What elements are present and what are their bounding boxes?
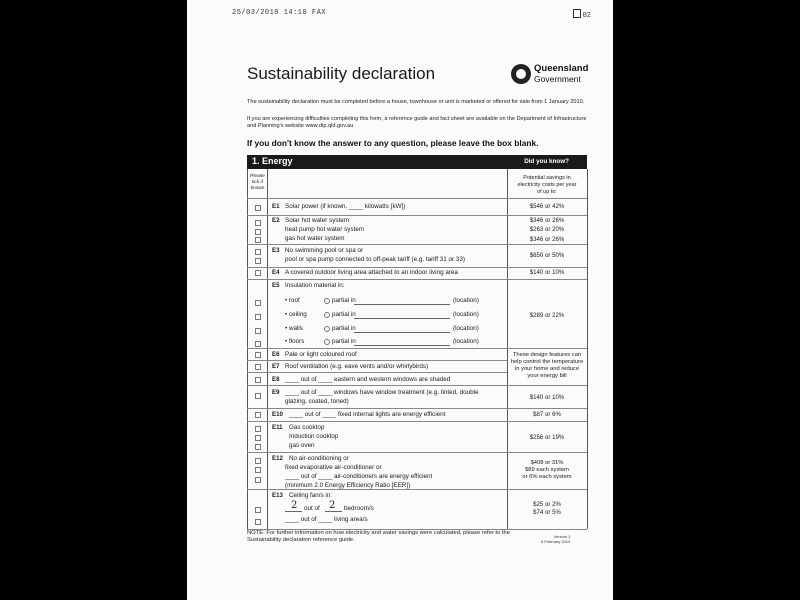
e5-floors-label: • floors [285,338,305,345]
e13-living-label: ____ out of ____ living area/s [285,516,368,523]
e12-line-3: ____ out of ____ air-conditioners are energy efficient [285,473,433,480]
e3-line-1: No swimming pool or spa or [285,247,364,254]
e5-floors-checkbox[interactable] [255,341,261,347]
e5-floors-partial-radio[interactable] [324,339,330,345]
fax-page-number: 02 [573,9,591,20]
e12-evaporative-checkbox[interactable] [255,467,261,473]
e2-saving-1: $346 or 26% [529,217,565,224]
e12-savings: $408 or 31% $89 each system or 6% each system [522,460,572,480]
e5-roof-partial-label: partial in [332,297,356,304]
e5-ceiling-location-label: (location) [453,311,479,318]
e5-walls-checkbox[interactable] [255,328,261,334]
e12-line-2: fixed evaporative air-conditioner or [285,464,382,471]
e1-code: E1 [272,203,280,210]
e5-floors-location-field[interactable] [354,345,450,346]
e3-saving: $650 or 50% [529,252,565,259]
e5-ceiling-partial-label: partial in [332,311,356,318]
instruction-notice: If you don't know the answer to any question, please leave the box blank. [247,138,539,148]
e3-no-pool-checkbox[interactable] [255,249,261,255]
e13-saving-2: $74 or 5% [533,509,561,516]
e4-saving: $140 or 10% [529,269,565,276]
section-header [247,155,587,169]
e5-walls-partial-label: partial in [332,325,356,332]
e11-line-2: Induction cooktop [289,433,339,440]
e2-line-3: gas hot water system [285,235,345,242]
e11-gas-cooktop-checkbox[interactable] [255,426,261,432]
crest-icon [511,64,531,84]
e1-saving: $546 or 42% [529,203,565,210]
e3-code: E3 [272,247,280,254]
e9-checkbox[interactable] [255,393,261,399]
e2-saving-3: $346 or 26% [529,236,565,243]
e5-saving: $289 or 22% [529,312,565,319]
e13-bedroom-out-of: out of [304,505,320,512]
savings-column-header: Potential savings in electricity costs per year of up to: [517,175,577,195]
e12-line-4: (minimum 2.0 Energy Efficiency Ratio [EER]) [285,482,411,489]
page-icon [573,9,581,18]
e10-code: E10 [272,411,283,418]
e12-line-1: No air-conditioning or [289,455,349,462]
e11-gas-oven-checkbox[interactable] [255,444,261,450]
e3-offpeak-checkbox[interactable] [255,258,261,264]
e6-code: E6 [272,351,280,358]
intro-paragraph-1: The sustainability declaration must be completed before a house, townhouse or unit is marketed or offered for sale from 1 January 2010. [247,99,585,105]
e11-line-3: gas oven [289,442,315,449]
e5-floors-location-label: (location) [453,338,479,345]
e4-label: A covered outdoor living area attached to an indoor living area [285,269,458,276]
e5-ceiling-label: • ceiling [285,311,307,318]
e5-floors-partial-label: partial in [332,338,356,345]
e11-line-1: Gas cooktop [289,424,325,431]
page-title: Sustainability declaration [247,64,436,83]
document-page [187,0,613,600]
e5-walls-partial-radio[interactable] [324,326,330,332]
e5-roof-location-label: (location) [453,297,479,304]
tick-column-header: Please tick if known [250,174,265,191]
e5-code: E5 [272,282,280,289]
e12-no-ac-checkbox[interactable] [255,458,261,464]
e5-label: Insulation material in: [285,282,345,289]
e2-solar-checkbox[interactable] [255,220,261,226]
e8-label: ____ out of ____ eastern and western windows are shaded [285,376,451,383]
e13-label: Ceiling fan/s in: [289,492,333,499]
e13-bedroom-label: bedroom/s [344,505,374,512]
e9-line-2: glazing, coated, toned) [285,398,349,405]
e13-bedroom-fans-handwritten[interactable]: 2 [291,500,298,511]
e9-line-1: ____ out of ____ windows have window treatment (e.g. tinted, double [285,389,479,396]
e5-roof-checkbox[interactable] [255,300,261,306]
e11-saving: $256 or 19% [529,434,565,441]
savings-column-divider [507,169,508,529]
table-border-left [247,169,248,529]
footer-note: NOTE: For further information on how electricity and water savings were calculated, please refer to the Sustainability declaration reference guide. [247,530,510,543]
e5-ceiling-location-field[interactable] [354,318,450,319]
e5-walls-location-label: (location) [453,325,479,332]
e9-saving: $140 or 10% [529,394,565,401]
e5-walls-label: • walls [285,325,303,332]
e9-code: E9 [272,389,280,396]
e5-ceiling-checkbox[interactable] [255,314,261,320]
e2-line-1: Solar hot water system [285,217,350,224]
section-title: 1. Energy [252,156,293,166]
e8-code: E8 [272,376,280,383]
e1-label: Solar power (if known, ____ kilowatts [kW]) [285,203,406,210]
e5-walls-location-field[interactable] [354,332,450,333]
e7-checkbox[interactable] [255,364,261,370]
e7-label: Roof ventilation (e.g. eave vents and/or whirlybirds) [285,363,429,370]
e12-efficient-checkbox[interactable] [255,477,261,483]
e10-checkbox[interactable] [255,412,261,418]
e11-induction-checkbox[interactable] [255,435,261,441]
e13-code: E13 [272,492,283,499]
e2-gas-checkbox[interactable] [255,237,261,243]
e5-roof-partial-radio[interactable] [324,298,330,304]
did-you-know-label: Did you know? [524,158,569,165]
e3-line-2: pool or spa pump connected to off-peak tariff (e.g. tariff 31 or 33) [285,256,465,263]
e2-line-2: heat pump hot water system [285,226,365,233]
e4-checkbox[interactable] [255,270,261,276]
tick-column-divider [267,169,268,529]
e2-saving-2: $263 or 20% [529,226,565,233]
e2-code: E2 [272,217,280,224]
e10-label: ____ out of ____ fixed internal lights are energy efficient [289,411,446,418]
e1-checkbox[interactable] [255,205,261,211]
queensland-government-logo: Queensland Government [511,62,591,88]
e11-code: E11 [272,424,283,431]
version-info: Version 1 6 February 2010 [541,534,571,544]
e6-e8-saving-note: These design features can help control the temperature in your home and reduce your energy bill [510,352,584,379]
e4-code: E4 [272,269,280,276]
e13-bedrooms-total-handwritten[interactable]: 2 [329,500,336,511]
energy-table [247,169,587,529]
e13-living-checkbox[interactable] [255,519,261,525]
intro-paragraph-2: If you are experiencing difficulties completing this form, a reference guide and fact sheet are available on the Department of Infrastructure and Planning's website www.dip.qld.gov.au [247,116,587,129]
e12-code: E12 [272,455,283,462]
e5-roof-label: • roof [285,297,300,304]
table-border-right [587,169,588,529]
e13-bedroom-checkbox[interactable] [255,507,261,513]
e6-label: Pale or light coloured roof [285,351,357,358]
e6-checkbox[interactable] [255,352,261,358]
e5-roof-location-field[interactable] [354,304,450,305]
e2-heatpump-checkbox[interactable] [255,229,261,235]
fax-header: 25/03/2010 14:10 FAX [232,9,327,17]
e13-saving-1: $25 or 2% [533,501,561,508]
e10-saving: $87 or 6% [533,411,561,418]
e7-code: E7 [272,363,280,370]
e5-ceiling-partial-radio[interactable] [324,312,330,318]
e8-checkbox[interactable] [255,377,261,383]
